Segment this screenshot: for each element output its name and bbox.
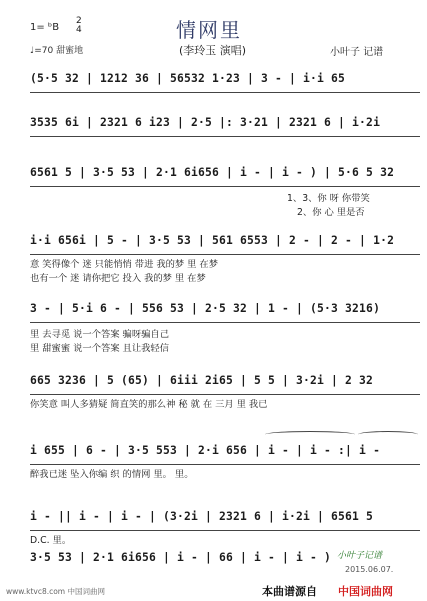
notator-signature: 小叶子记谱 bbox=[337, 551, 383, 561]
meter-bottom: 4 bbox=[76, 25, 82, 35]
staff-line-2 bbox=[30, 136, 420, 137]
staff-line-8 bbox=[30, 530, 420, 531]
performer-subtitle: (李玲玉 演唱) bbox=[179, 44, 247, 57]
score-line-7: i 655 | 6 - | 3·5 553 | 2·i 656 | i - | i - :| i - bbox=[30, 444, 381, 457]
staff-line-5 bbox=[30, 322, 420, 323]
volta-bracket-2 bbox=[358, 431, 418, 438]
lyric-line-5b: 里 甜蜜蜜 说一个答案 且让我轻信 bbox=[30, 343, 170, 354]
score-line-6: 665 3236 | 5 (65) | 6iii 2i65 | 5 5 | 3·2i | 2 32 bbox=[30, 374, 374, 387]
score-line-4: i·i 656i | 5 - | 3·5 53 | 561 6553 | 2 - | 2 - | 1·2 bbox=[30, 234, 395, 247]
key-signature: 1= ᵇB bbox=[30, 22, 60, 33]
lyric-line-4b: 也有一个 迷 请你把它 投入 我的梦 里 在梦 bbox=[30, 273, 206, 284]
staff-line-7 bbox=[30, 464, 420, 465]
song-title: 情网里 bbox=[176, 18, 242, 42]
lyric-line-3a: 1、3、你 呀 你带笑 bbox=[287, 193, 370, 204]
notation-date: 2015.06.07. bbox=[345, 565, 394, 574]
brand-logo-text: 中国词曲网 bbox=[338, 585, 393, 598]
score-line-3: 6561 5 | 3·5 53 | 2·1 6i656 | i - | i - ) | 5·6 5 32 bbox=[30, 166, 395, 179]
staff-line-4 bbox=[30, 254, 420, 255]
time-signature bbox=[76, 17, 82, 35]
lyric-line-4a: 意 笑得像个 迷 只能悄悄 带进 我的梦 里 在梦 bbox=[30, 259, 219, 270]
score-line-5: 3 - | 5·i 6 - | 556 53 | 2·5 32 | 1 - | (5·3 3216) bbox=[30, 302, 381, 315]
score-line-2: 3535 6i | 2321 6 i23 | 2·5 |: 3·21 | 2321 6 | i·2i bbox=[30, 116, 381, 129]
score-line-8: i - || i - | i - | (3·2i | 2321 6 | i·2i | 6561 5 bbox=[30, 510, 374, 523]
score-line-9: 3·5 53 | 2·1 6i656 | i - | 66 | i - | i - ) bbox=[30, 551, 332, 564]
lyric-line-3b: 2、你 心 里是否 bbox=[297, 207, 365, 218]
staff-line-6 bbox=[30, 394, 420, 395]
meter-top: 2 bbox=[76, 16, 82, 26]
notator-credit: 小叶子 记谱 bbox=[330, 47, 384, 58]
staff-line-1 bbox=[30, 92, 420, 93]
tempo-marking: ♩=70 甜蜜地 bbox=[30, 46, 84, 56]
website-watermark: www.ktvc8.com 中国词曲网 bbox=[6, 587, 106, 596]
lyric-line-5a: 里 去寻觅 说一个答案 骗呀骗自己 bbox=[30, 329, 170, 340]
source-label: 本曲谱源自 bbox=[262, 585, 317, 598]
lyric-line-8: D.C. 里。 bbox=[30, 535, 72, 546]
score-line-1: (5·5 32 | 1212 36 | 56532 1·23 | 3 - | i·i 65 bbox=[30, 72, 346, 85]
lyric-line-7: 醉我已迷 坠入你编 织 的情网 里。 里。 bbox=[30, 469, 194, 480]
volta-bracket-1 bbox=[265, 431, 355, 438]
lyric-line-6: 你笑意 叫人多猜疑 简直笑的那么神 秘 就 在 三月 里 我已 bbox=[30, 399, 268, 410]
staff-line-3 bbox=[30, 186, 420, 187]
